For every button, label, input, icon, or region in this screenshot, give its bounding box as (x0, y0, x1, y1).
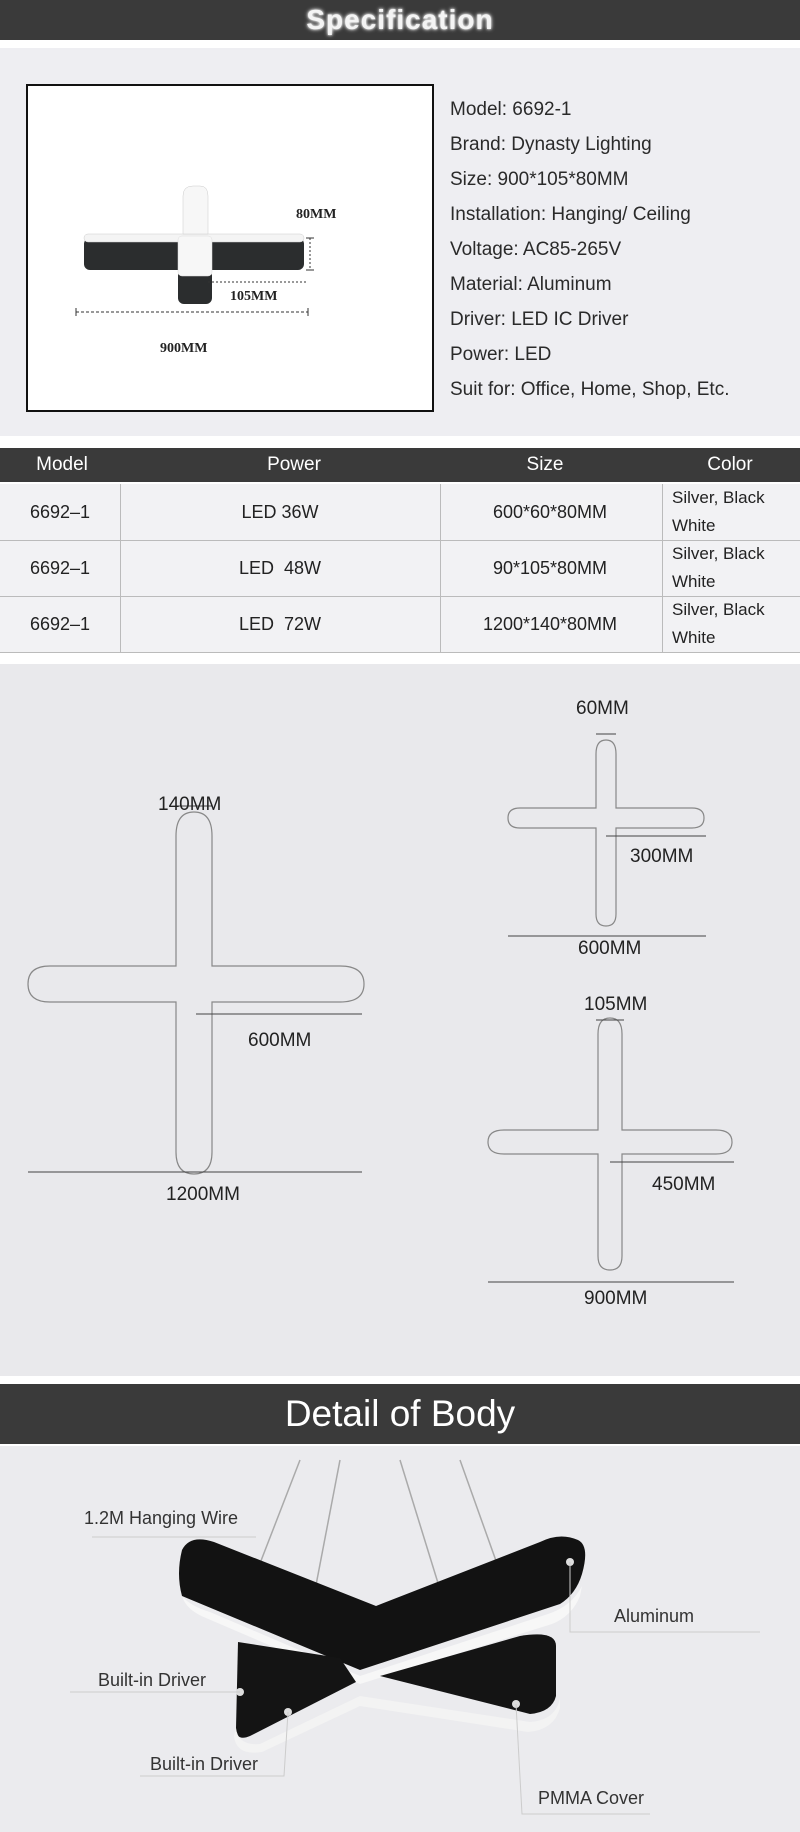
cell-model: 6692–1 (29, 558, 91, 578)
detail-image (0, 1446, 800, 1832)
product-image-frame (26, 84, 434, 412)
large-arm-label: 140MM (158, 794, 222, 815)
detail-title: Detail of Body (284, 1393, 516, 1434)
spec-suit-for: Suit for: Office, Home, Shop, Etc. (450, 379, 730, 400)
cell-color (662, 596, 800, 652)
small-arm-label: 60MM (576, 698, 629, 719)
cell-size: 1200*140*80MM (482, 614, 618, 634)
product-image (28, 86, 432, 410)
wire-callout-label: 1.2M Hanging Wire (84, 1508, 239, 1528)
medium-span-label: 900MM (584, 1288, 648, 1309)
medium-cross-outline (488, 1018, 732, 1270)
hanging-wire (400, 1460, 442, 1596)
medium-arm-label: 105MM (584, 994, 648, 1015)
spec-voltage: Voltage: AC85-265V (450, 239, 622, 260)
cell-power: LED 72W (238, 614, 322, 634)
cell-power: LED 48W (238, 558, 322, 578)
column-header-size: Size (526, 454, 564, 475)
hanging-wire (460, 1460, 500, 1572)
aluminum-callout-label: Aluminum (614, 1606, 695, 1626)
cell-model: 6692–1 (29, 502, 91, 522)
cell-color (662, 484, 800, 540)
column-header-power: Power (267, 454, 321, 475)
spec-model: Model: 6692-1 (450, 99, 572, 120)
spec-material: Material: Aluminum (450, 274, 612, 295)
length-label: 900MM (160, 341, 208, 356)
driver-top-callout-label: Built-in Driver (98, 1670, 207, 1690)
small-cross-outline (508, 740, 704, 926)
table-divider (440, 484, 441, 652)
table-divider (120, 484, 121, 652)
cell-color (662, 540, 800, 596)
cell-size: 90*105*80MM (492, 558, 608, 578)
spec-power: Power: LED (450, 344, 552, 365)
specification-title: Specification (306, 4, 494, 35)
lamp-hub-light (178, 236, 212, 276)
driver-bottom-callout-label: Built-in Driver (150, 1754, 259, 1774)
spec-size: Size: 900*105*80MM (450, 169, 629, 190)
column-header-model: Model (36, 454, 88, 475)
large-cross-outline (28, 812, 364, 1174)
cell-model: 6692–1 (29, 614, 91, 634)
cell-color-line1: Silver, Black (672, 544, 765, 563)
large-span-label: 1200MM (166, 1184, 240, 1205)
spec-brand: Brand: Dynasty Lighting (450, 134, 652, 155)
large-half-label: 600MM (248, 1030, 312, 1051)
cell-color-line1: Silver, Black (672, 600, 765, 619)
cell-power: LED 36W (241, 502, 319, 522)
dimension-drawings (0, 664, 800, 1376)
cell-color-line1: Silver, Black (672, 488, 765, 507)
detail-panel (0, 1446, 800, 1832)
width-label: 105MM (230, 289, 278, 304)
column-header-color: Color (707, 454, 753, 475)
cell-color-line2: White (672, 628, 716, 647)
cell-color-line2: White (672, 516, 716, 535)
lamp-hub-top (183, 186, 208, 234)
pmma-callout-label: PMMA Cover (538, 1788, 645, 1808)
height-label: 80MM (296, 207, 337, 222)
cell-size: 600*60*80MM (492, 502, 608, 522)
table-divider (662, 484, 663, 652)
cell-color-line2: White (672, 572, 716, 591)
dimension-drawings-panel (0, 664, 800, 1376)
spec-driver: Driver: LED IC Driver (450, 309, 629, 330)
small-half-label: 300MM (630, 846, 694, 867)
medium-half-label: 450MM (652, 1174, 716, 1195)
small-span-label: 600MM (578, 938, 642, 959)
spec-list (450, 92, 800, 407)
spec-installation: Installation: Hanging/ Ceiling (450, 204, 691, 225)
